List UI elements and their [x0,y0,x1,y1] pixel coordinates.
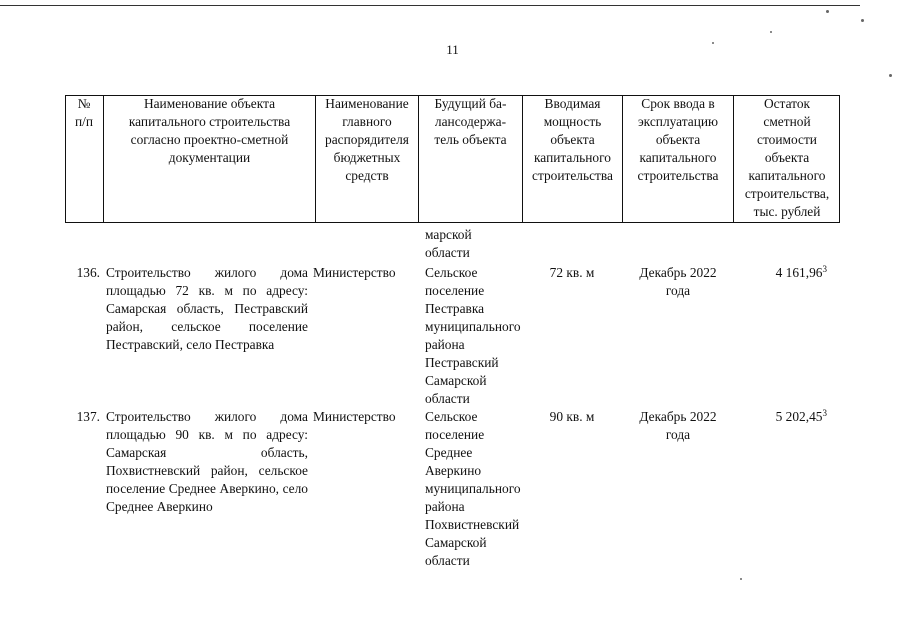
scan-speck [826,10,829,13]
scan-edge-line [0,5,860,6]
header-col-holder: Будущий ба-лансодержа-тель объекта [418,95,522,223]
header-col-capacity: Вводимая мощность объекта капитального строительства [522,95,622,223]
scan-speck [861,19,864,22]
object-name: Строительство жилого дома площадью 90 кв. м по адресу: Самарская область, Похвистневский район, сельское поселение Среднее Аверкино, село Среднее Аверкино [106,409,308,514]
remaining-cost-value: 4 161,96 [775,265,823,280]
administrator: Министерство [313,265,396,280]
capacity: 72 кв. м [549,265,595,280]
administrator: Министерство [313,409,396,424]
row-number: 137. [76,409,100,424]
footnote-mark: 3 [822,408,827,418]
object-name: Строительство жилого дома площадью 72 кв. м по адресу: Самарская область, Пестравский район, сельское поселение Пестравский, село Пестравка [106,265,308,352]
remaining-cost-value: 5 202,45 [775,409,823,424]
commissioning-term: Декабрь 2022 года [639,409,717,442]
footnote-mark: 3 [822,264,827,274]
header-col-term: Срок ввода в эксплуатацию объекта капитального строительства [622,95,733,223]
balance-holder: Сельское поселение Среднее Аверкино муниципального района Похвистневский Самарской области [425,409,521,568]
remaining-cost [735,408,827,426]
header-col-administrator: Наименование главного распорядителя бюджетных средств [315,95,418,223]
scan-speck [770,31,772,33]
capacity: 90 кв. м [549,409,595,424]
remaining-cost [735,264,827,282]
scan-speck [889,74,892,77]
header-col-number: № п/п [74,96,94,129]
scan-speck [740,578,742,580]
page-number: 11 [446,42,459,57]
header-col-object-name: Наименование объекта капитального строительства согласно проектно-сметной документации [103,95,315,223]
header-col-cost: Остаток сметной стоимости объекта капитального строительства, тыс. рублей [733,95,840,223]
commissioning-term: Декабрь 2022 года [639,265,717,298]
row-number: 136. [76,265,100,280]
balance-holder: Сельское поселение Пестравка муниципального района Пестравский Самарской области [425,265,521,406]
holder-continuation: марской области [425,227,472,260]
table-header [65,95,840,223]
